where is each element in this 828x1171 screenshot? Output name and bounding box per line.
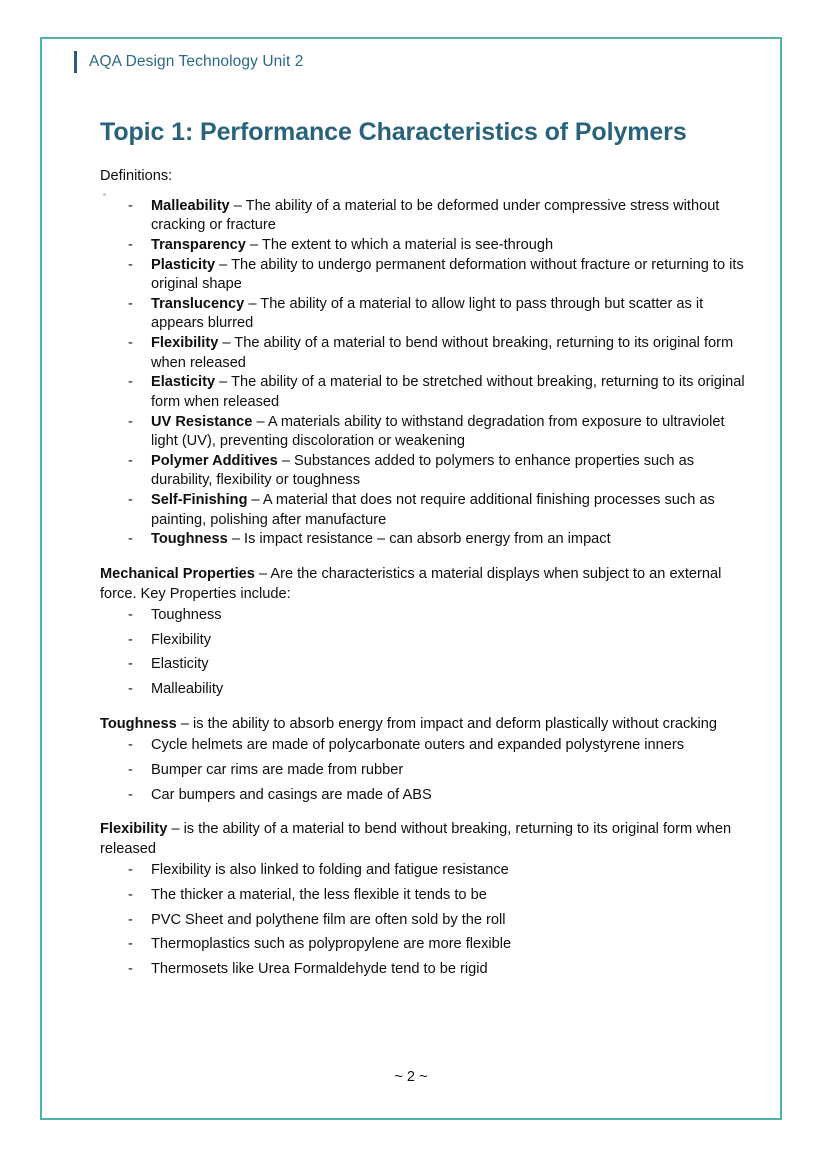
definition-text: Substances added to polymers to enhance properties such as durability, flexibility or toughness <box>151 452 694 489</box>
scan-artifact-dot <box>103 193 106 196</box>
definition-dash: – <box>248 295 257 312</box>
list-item <box>100 413 750 452</box>
mechanical-properties-text: Are the characteristics a material displays when subject to an external force. Key Properties include: <box>100 565 722 602</box>
definitions-heading: Definitions: <box>100 168 173 184</box>
toughness-text: is the ability to absorb energy from impact and deform plastically without cracking <box>193 715 718 732</box>
list-item: - Car bumpers and casings are made of ABS <box>100 786 750 806</box>
definition-dash: – <box>251 492 260 508</box>
flexibility-list <box>100 861 750 979</box>
definition-text: Is impact resistance – can absorb energy from an impact <box>244 531 611 548</box>
definition-text: The ability of a material to be deformed under compressive stress without cracking or fracture <box>151 197 720 234</box>
list-item: - PVC Sheet and polythene film are often sold by the roll <box>100 911 750 931</box>
list-item <box>100 491 750 530</box>
list-item: - Flexibility is also linked to folding and fatigue resistance <box>100 861 750 881</box>
definition-term: Toughness <box>151 531 228 548</box>
list-item: - Malleability <box>100 680 750 700</box>
list-item <box>100 373 750 412</box>
definition-text: The extent to which a material is see-through <box>261 236 554 253</box>
document-body <box>100 167 750 985</box>
header-accent-bar <box>74 51 77 73</box>
list-item: - Bumper car rims are made from rubber <box>100 761 750 781</box>
flexibility-dash: – <box>171 821 180 838</box>
mechanical-properties-dash: – <box>258 565 268 582</box>
definition-term: Malleability <box>151 197 230 214</box>
definition-term: Flexibility <box>151 335 219 351</box>
definition-dash: – <box>231 531 240 548</box>
page-number: ~ 2 ~ <box>394 1069 428 1085</box>
toughness-paragraph <box>100 715 750 735</box>
document-page <box>40 37 782 1120</box>
list-item: - Thermosets like Urea Formaldehyde tend to be rigid <box>100 960 750 980</box>
flexibility-term: Flexibility <box>100 821 168 838</box>
list-item <box>100 334 750 373</box>
definition-term: Translucency <box>151 295 245 312</box>
mechanical-properties-term: Mechanical Properties <box>100 565 255 582</box>
definition-term: Transparency <box>151 236 246 253</box>
definition-term: Self-Finishing <box>151 492 248 508</box>
list-item <box>100 197 750 236</box>
list-item <box>100 452 750 491</box>
toughness-term: Toughness <box>100 715 177 732</box>
definition-dash: – <box>233 197 242 214</box>
definition-term: Polymer Additives <box>151 452 278 469</box>
definition-text: The ability of a material to bend without breaking, returning to its original form when released <box>151 335 734 371</box>
list-item <box>100 530 750 550</box>
definition-dash: – <box>256 413 265 430</box>
list-item: - Flexibility <box>100 631 750 651</box>
mechanical-properties-list <box>100 606 750 700</box>
toughness-list <box>100 736 750 805</box>
definition-dash: – <box>219 256 228 273</box>
definition-text: The ability of a material to be stretched without breaking, returning to its original form when released <box>151 374 745 410</box>
definition-dash: – <box>249 236 259 253</box>
definition-term: Plasticity <box>151 256 216 273</box>
list-item: - Thermoplastics such as polypropylene are more flexible <box>100 935 750 955</box>
page-title: Topic 1: Performance Characteristics of Polymers <box>100 117 687 146</box>
definition-dash: – <box>219 374 228 391</box>
list-item <box>100 236 750 256</box>
list-item: - Toughness <box>100 606 750 626</box>
flexibility-paragraph <box>100 820 750 859</box>
definition-text: A materials ability to withstand degradation from exposure to ultraviolet light (UV), preventing discoloration or weakening <box>151 413 725 450</box>
list-item <box>100 256 750 295</box>
definitions-list <box>100 197 750 550</box>
definition-text: The ability to undergo permanent deformation without fracture or returning to its original shape <box>151 256 744 293</box>
definition-term: Elasticity <box>151 374 216 391</box>
document-header <box>74 51 303 73</box>
list-item: - Elasticity <box>100 655 750 675</box>
definition-term: UV Resistance <box>151 413 253 430</box>
definition-text: A material that does not require additional finishing processes such as painting, polishing after manufacture <box>151 492 715 528</box>
header-title: AQA Design Technology Unit 2 <box>89 53 304 70</box>
definition-text: The ability of a material to allow light to pass through but scatter as it appears blurred <box>151 295 704 332</box>
list-item: - Cycle helmets are made of polycarbonate outers and expanded polystyrene inners <box>100 736 750 756</box>
definition-dash: – <box>222 335 231 351</box>
list-item: - The thicker a material, the less flexible it tends to be <box>100 886 750 906</box>
mechanical-properties-paragraph <box>100 565 750 604</box>
toughness-dash: – <box>180 715 189 732</box>
list-item <box>100 295 750 334</box>
definition-dash: – <box>281 452 290 469</box>
flexibility-text: is the ability of a material to bend without breaking, returning to its original form when released <box>100 821 732 857</box>
